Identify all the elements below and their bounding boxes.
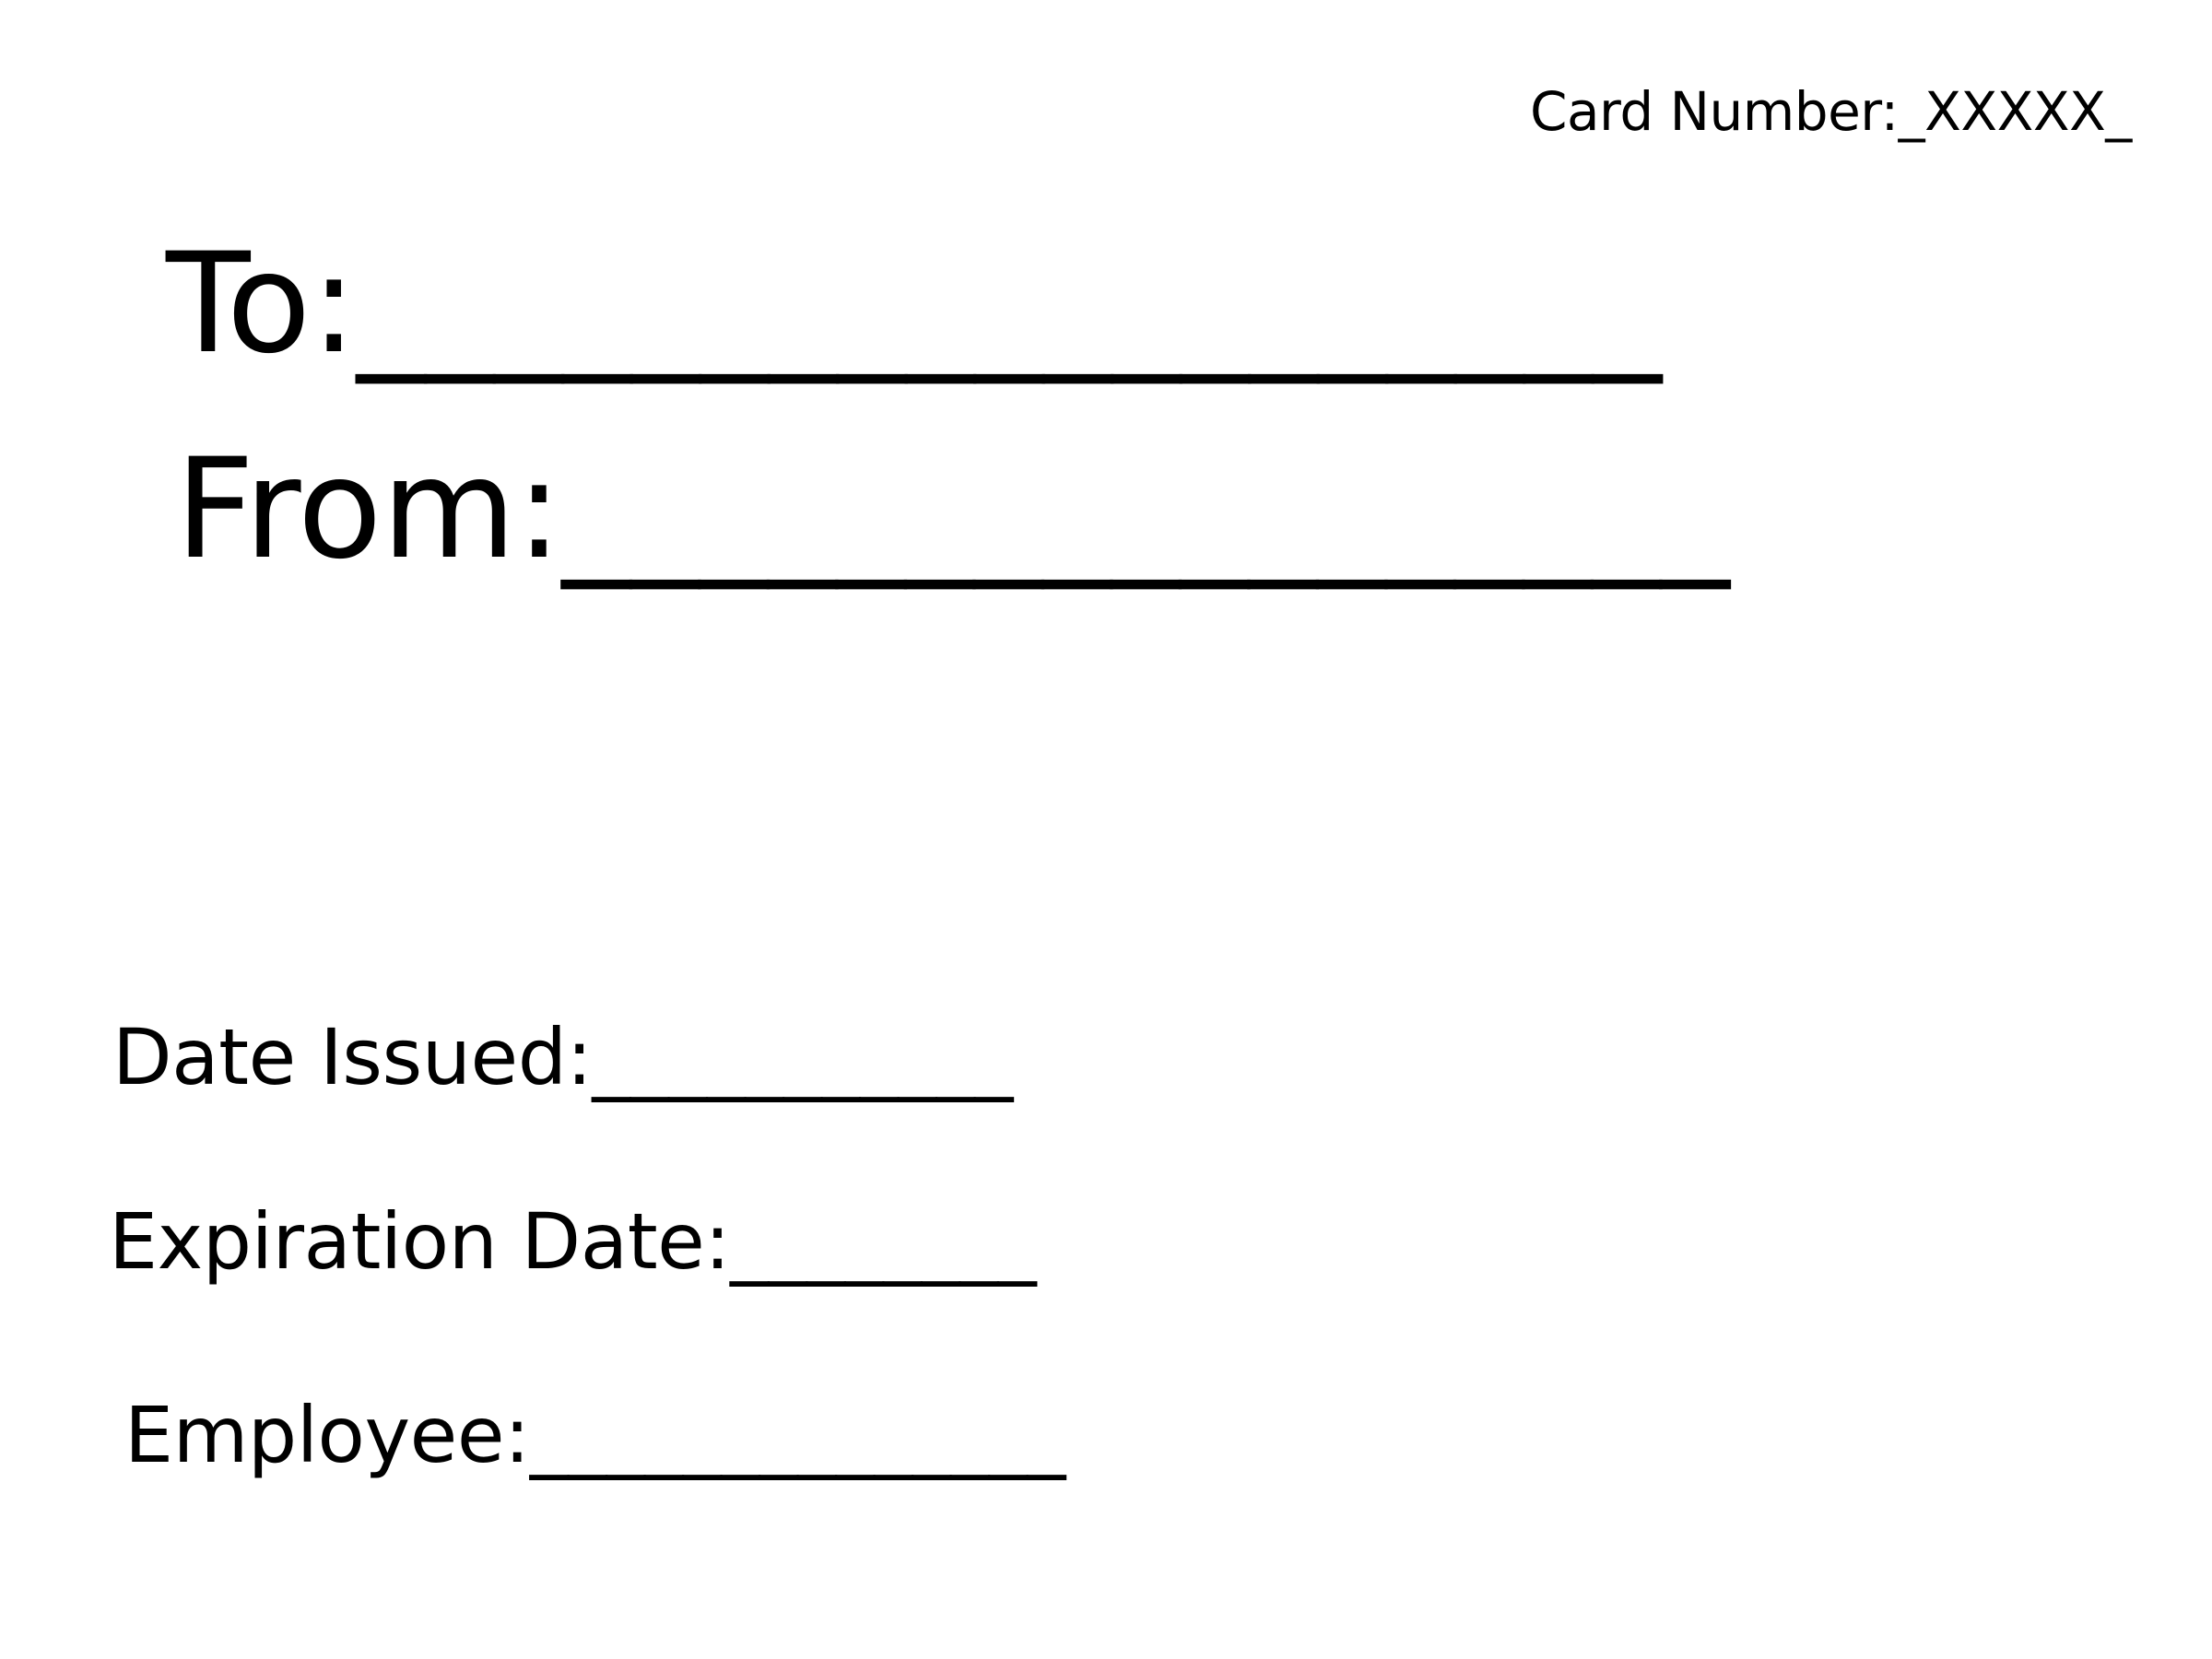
to-field: To:___________________	[166, 224, 1662, 384]
card-number-field: Card Number:_XXXXX_	[1530, 80, 2132, 143]
expiration-date-field: Expiration Date:________	[109, 1196, 1037, 1287]
date-issued-field: Date Issued:___________	[112, 1012, 1013, 1102]
from-field: From:_________________	[175, 429, 1730, 590]
employee-field: Employee:______________	[124, 1390, 1065, 1480]
